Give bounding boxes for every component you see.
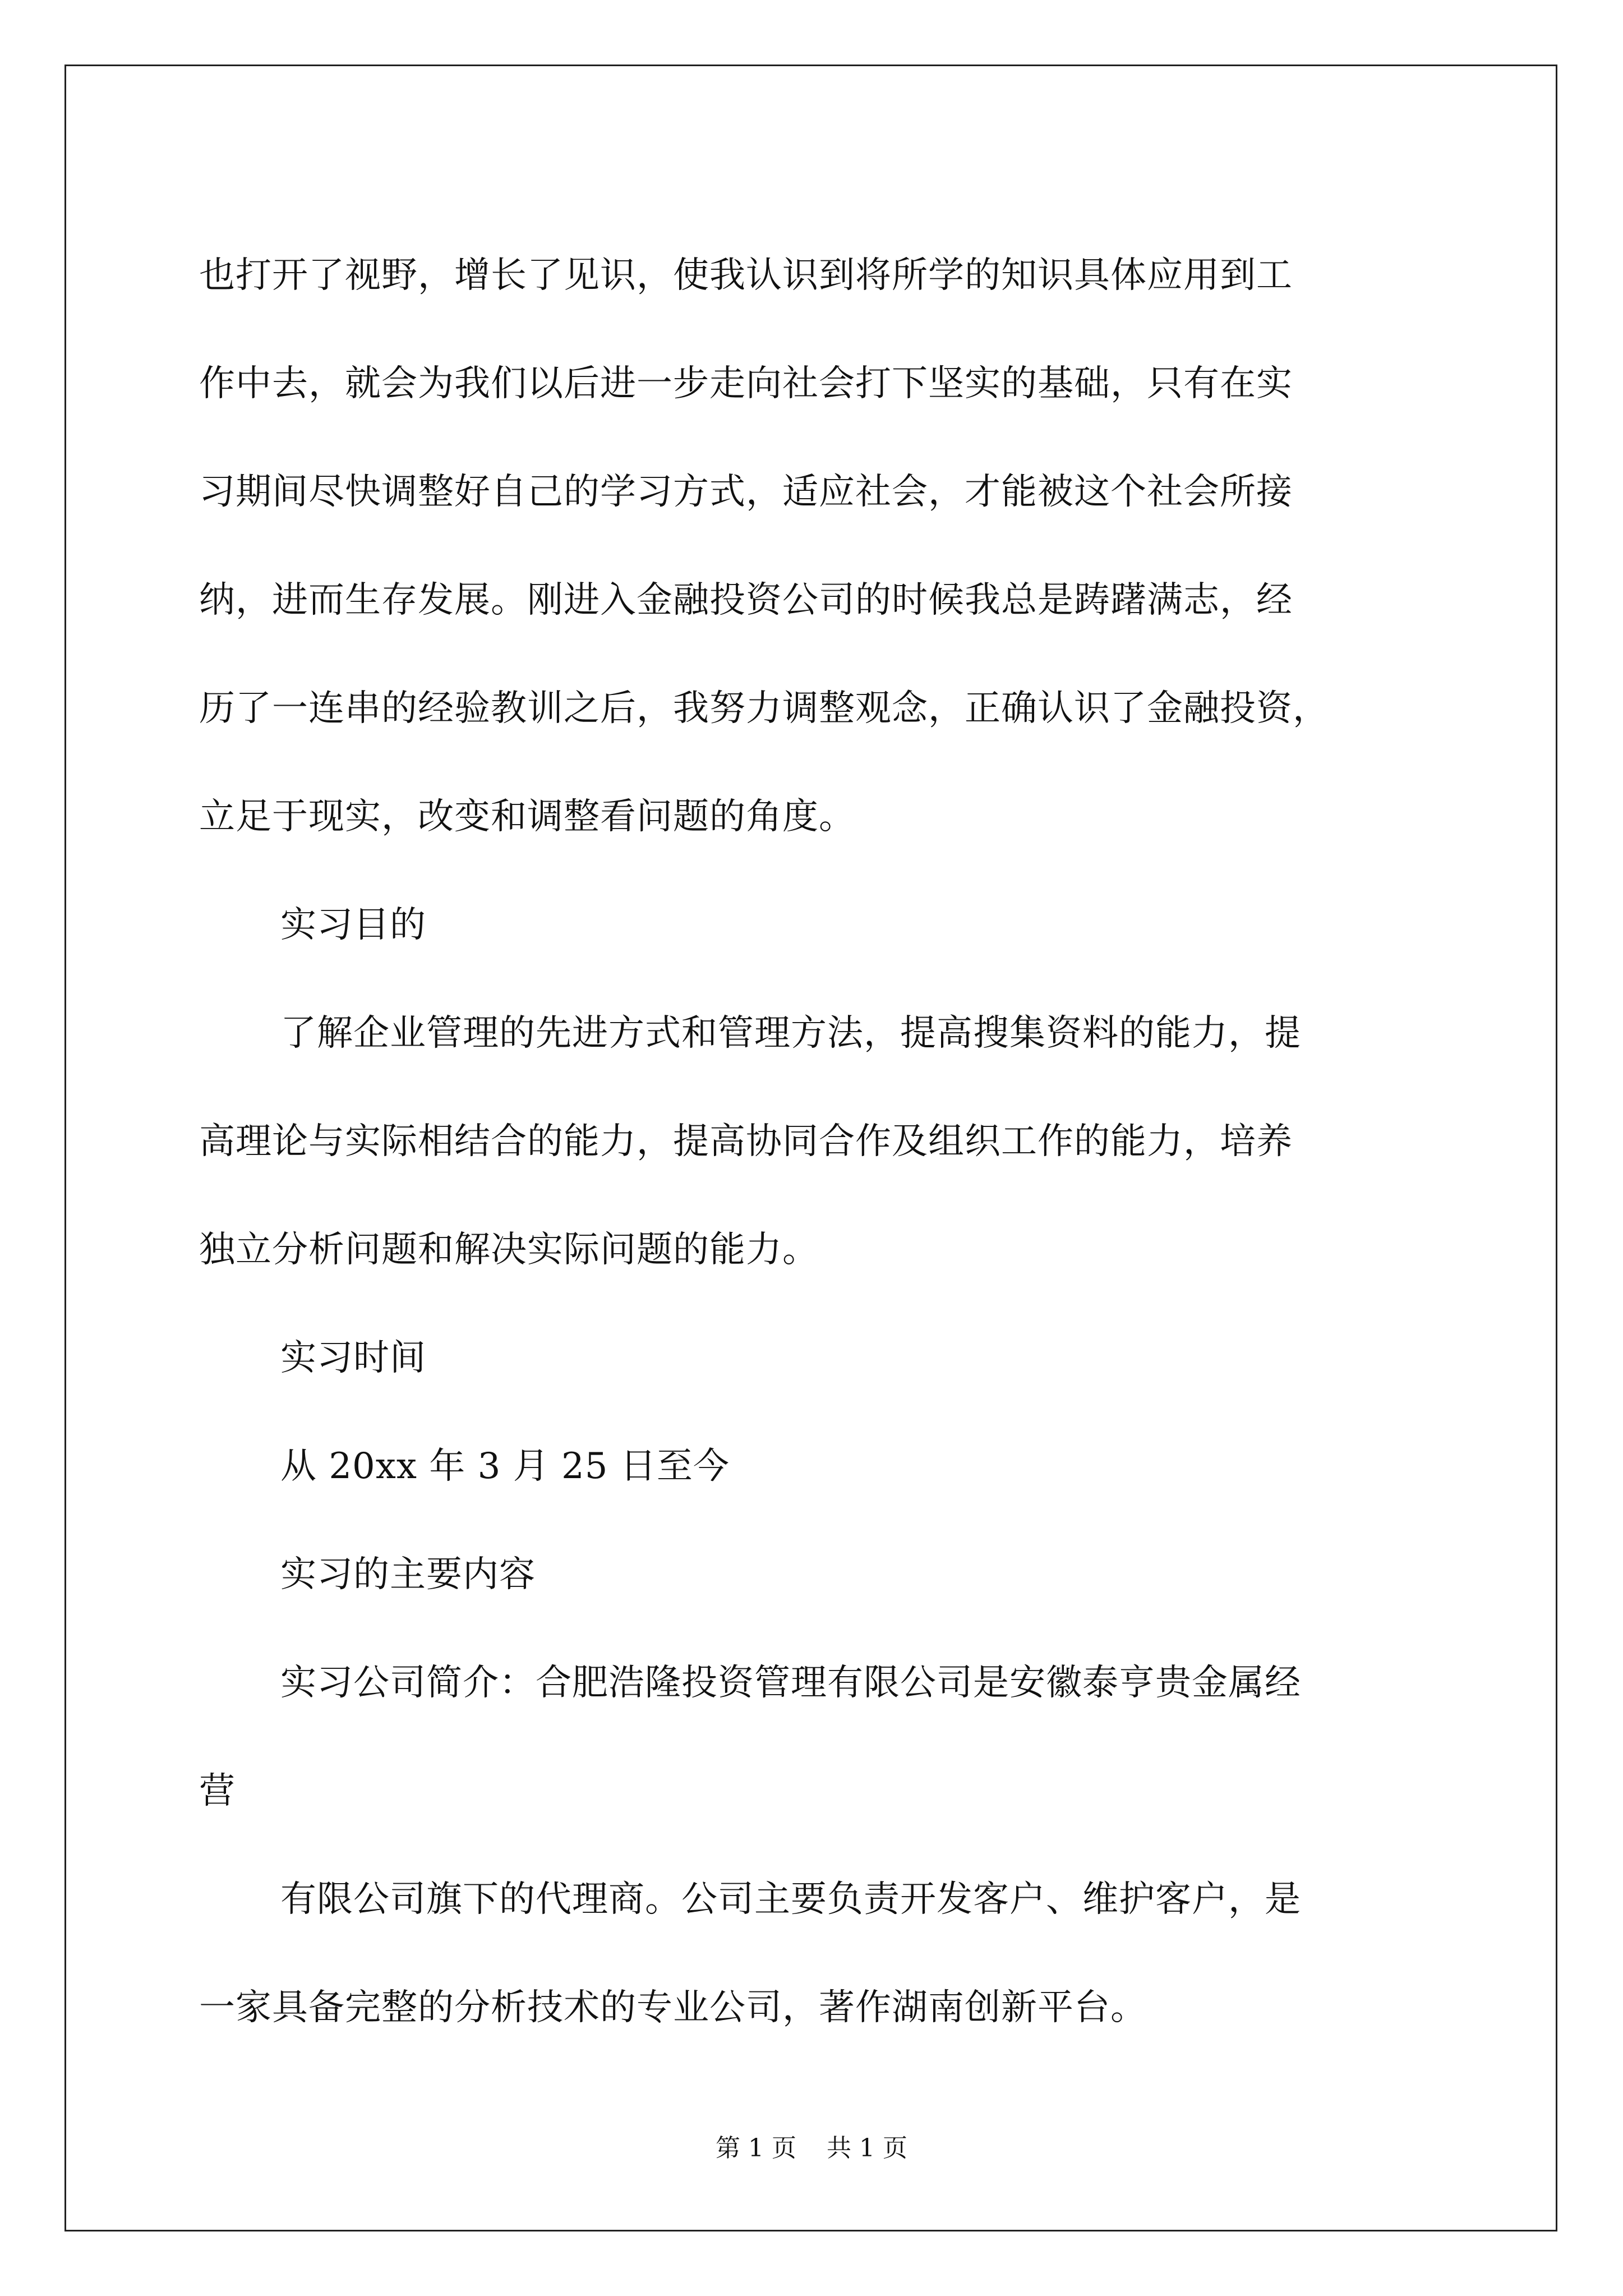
text-line: 了解企业管理的先进方式和管理方法，提高搜集资料的能力，提: [280, 1013, 1301, 1054]
text-line: 也打开了视野，增长了见识，使我认识到将所学的知识具体应用到工: [199, 255, 1293, 296]
text-line: 高理论与实际相结合的能力，提高协同合作及组织工作的能力，培养: [199, 1121, 1293, 1162]
text-line: 独立分析问题和解决实际问题的能力。: [199, 1229, 819, 1271]
section-heading-content: 实习的主要内容: [280, 1554, 536, 1595]
page-number: 第 1 页: [716, 2134, 796, 2162]
page-footer: [0, 2132, 1623, 2165]
text-line: 立足于现实，改变和调整看问题的角度。: [199, 796, 855, 838]
text-line: 纳，进而生存发展。刚进入金融投资公司的时候我总是踌躇满志，经: [199, 579, 1293, 621]
text-line: 作中去，就会为我们以后进一步走向社会打下坚实的基础，只有在实: [199, 363, 1293, 404]
document-body: [199, 222, 1461, 2062]
text-line: 从 20xx 年 3 月 25 日至今: [280, 1446, 730, 1487]
section-heading-purpose: 实习目的: [280, 904, 426, 946]
text-line: 历了一连串的经验教训之后，我努力调整观念，正确认识了金融投资，: [199, 688, 1329, 729]
text-line: 实习公司简介：合肥浩隆投资管理有限公司是安徽泰亨贵金属经: [280, 1662, 1301, 1704]
text-line: 营: [199, 1770, 236, 1812]
section-heading-time: 实习时间: [280, 1337, 426, 1379]
text-line: 一家具备完整的分析技术的专业公司，著作湖南创新平台。: [199, 1987, 1147, 2028]
text-line: 习期间尽快调整好自己的学习方式，适应社会，才能被这个社会所接: [199, 471, 1293, 513]
text-line: 有限公司旗下的代理商。公司主要负责开发客户、维护客户，是: [280, 1879, 1301, 1920]
page-total: 共 1 页: [827, 2134, 907, 2162]
